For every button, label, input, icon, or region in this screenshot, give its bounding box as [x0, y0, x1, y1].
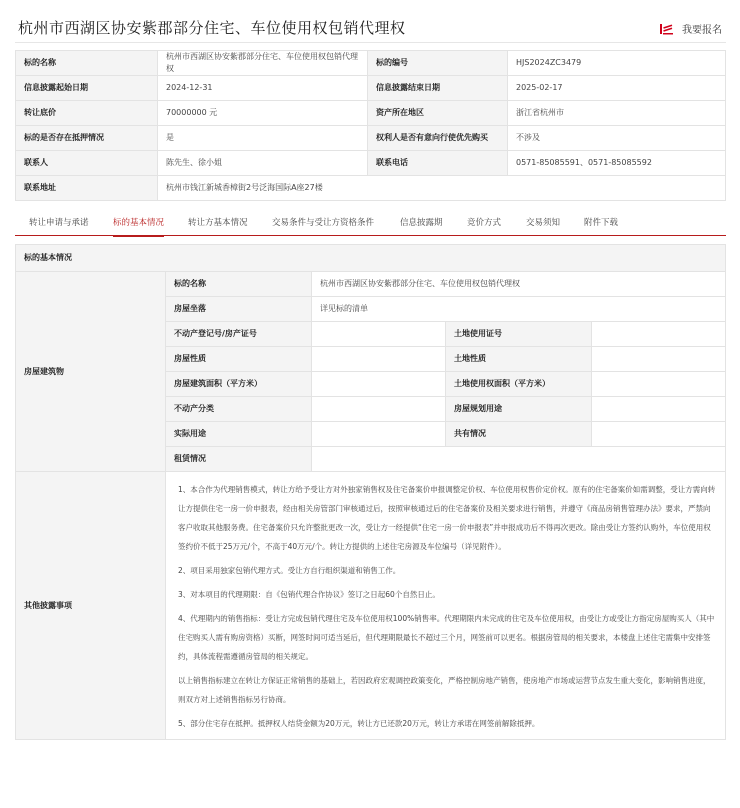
- note-paragraph: 1、本合作为代理销售模式，转让方给予受让方对外独家销售权及住宅备案价申报调整定价权、车位使用权售价定价权。原有的住宅备案价如需调整，受让方需向转让方提供住宅一房一价申报表，经由相关房管部门审核通过后，按照审核通过后的住宅备案价及相关要求进行销售，并遵守《商品房销售管理办法》要求，严禁向客户收取其他服务费。住宅备案价只允许整批更改一次，受让方一经提供“住宅一房一价申报表”并申报成功后不得再次更改。除由受让方签约认购外，车位使用权签约价不低于25万元/个，不高于40万元/个。转让方提供的上述住宅房源及车位编号（详见附件）。: [178, 485, 716, 551]
- field-value: [592, 347, 726, 372]
- building-label: 房屋建筑物: [16, 272, 166, 472]
- page-title: 杭州市西湖区协安紫郡部分住宅、车位使用权包销代理权: [18, 19, 406, 37]
- tab-basic-info[interactable]: 标的基本情况: [113, 218, 165, 228]
- info-label: 转让底价: [16, 101, 158, 126]
- note-paragraph: 2、项目采用独家包销代理方式。受让方自行组织渠道和销售工作。: [178, 566, 401, 575]
- tab-transferor-info[interactable]: 转让方基本情况: [188, 218, 248, 228]
- info-value: 是: [158, 126, 368, 151]
- info-label: 信息披露结束日期: [368, 76, 508, 101]
- field-value: [312, 422, 446, 447]
- tab-disclosure-period[interactable]: 信息披露期: [400, 218, 443, 228]
- tab-bidding-method[interactable]: 竞价方式: [467, 218, 502, 228]
- info-value: 杭州市西湖区协安紫郡部分住宅、车位使用权包销代理权: [158, 51, 368, 76]
- field-label: 租赁情况: [166, 447, 312, 472]
- info-label: 标的是否存在抵押情况: [16, 126, 158, 151]
- tab-bar: [15, 209, 726, 236]
- field-value: [312, 347, 446, 372]
- field-label: 实际用途: [166, 422, 312, 447]
- detail-table: [15, 244, 726, 740]
- field-label: 共有情况: [446, 422, 592, 447]
- field-label: 土地性质: [446, 347, 592, 372]
- info-row: [16, 51, 726, 76]
- register-icon: [660, 23, 674, 35]
- info-label: 信息披露起始日期: [16, 76, 158, 101]
- note-paragraph: 5、部分住宅存在抵押。抵押权人结贷金额为20万元，转让方已还款20万元，转让方承诺在网签前解除抵押。: [178, 719, 540, 728]
- info-value: 陈先生、徐小姐: [158, 151, 368, 176]
- info-value: 0571-85085591、0571-85085592: [508, 151, 726, 176]
- field-label: 房屋性质: [166, 347, 312, 372]
- note-paragraph: 以上销售指标建立在转让方保证正常销售的基础上，若因政府宏观调控政策变化，严格控制房地产销售，使房地产市场或运营节点发生重大变化，影响销售进度，则双方对上述销售指标另行协商。: [178, 676, 711, 704]
- field-value: [592, 372, 726, 397]
- info-row: [16, 76, 726, 101]
- field-label: 房屋建筑面积（平方米）: [166, 372, 312, 397]
- info-label: 联系人: [16, 151, 158, 176]
- info-value: 2024-12-31: [158, 76, 368, 101]
- field-label: 土地使用证号: [446, 322, 592, 347]
- tab-transfer-application[interactable]: 转让申请与承诺: [29, 218, 89, 228]
- info-label: 标的名称: [16, 51, 158, 76]
- info-row: [16, 101, 726, 126]
- other-disclosure-label: 其他披露事项: [16, 472, 166, 740]
- tab-attachments[interactable]: 附件下载: [584, 218, 619, 228]
- field-value: [312, 322, 446, 347]
- field-label: 土地使用权面积（平方米）: [446, 372, 592, 397]
- address-value: 杭州市钱江新城香樟街2号泛海国际A座27楼: [158, 176, 726, 201]
- info-label: 联系地址: [16, 176, 158, 201]
- register-label: 我要报名: [682, 25, 722, 36]
- field-value: [312, 397, 446, 422]
- info-label: 标的编号: [368, 51, 508, 76]
- field-label: 不动产登记号/房产证号: [166, 322, 312, 347]
- info-label: 资产所在地区: [368, 101, 508, 126]
- field-value: [312, 372, 446, 397]
- info-label: 联系电话: [368, 151, 508, 176]
- field-label: 标的名称: [166, 272, 312, 297]
- info-value: 不涉及: [508, 126, 726, 151]
- info-row: [16, 151, 726, 176]
- field-value: [312, 447, 726, 472]
- info-value: 浙江省杭州市: [508, 101, 726, 126]
- field-value: [592, 397, 726, 422]
- tab-trade-notes[interactable]: 交易须知: [526, 218, 561, 228]
- section-title: 标的基本情况: [16, 245, 726, 272]
- field-label: 不动产分类: [166, 397, 312, 422]
- field-label: 房屋坐落: [166, 297, 312, 322]
- info-label: 权利人是否有意向行使优先购买: [368, 126, 508, 151]
- field-value: 详见标的清单: [312, 297, 726, 322]
- basic-info-table: [15, 50, 726, 201]
- field-label: 房屋规划用途: [446, 397, 592, 422]
- register-button[interactable]: [660, 21, 722, 36]
- info-row: [16, 176, 726, 201]
- tab-trade-conditions[interactable]: 交易条件与受让方资格条件: [272, 218, 375, 228]
- info-value: HJS2024ZC3479: [508, 51, 726, 76]
- info-value: 2025-02-17: [508, 76, 726, 101]
- page-header: [15, 0, 726, 43]
- info-value: 70000000 元: [158, 101, 368, 126]
- other-disclosure-content: [166, 472, 726, 740]
- info-row: [16, 126, 726, 151]
- field-value: [592, 322, 726, 347]
- note-paragraph: 4、代理期内的销售指标：受让方完成包销代理住宅及车位使用权100%销售率。代理期限内未完成的住宅及车位使用权，由受让方或受让方指定房屋购买人（其中住宅购买人需有购房资格）买断，网签时间可适当延后，但代理期限最长不超过三个月，网签前可以更名。根据房管局的相关要求，本楼盘上述住宅需集中安排签约，具体流程需遵循房管局的相关规定。: [178, 614, 715, 661]
- field-value: [592, 422, 726, 447]
- note-paragraph: 3、对本项目的代理期限：自《包销代理合作协议》签订之日起60个自然日止。: [178, 590, 440, 599]
- field-value: 杭州市西湖区协安紫郡部分住宅、车位使用权包销代理权: [312, 272, 726, 297]
